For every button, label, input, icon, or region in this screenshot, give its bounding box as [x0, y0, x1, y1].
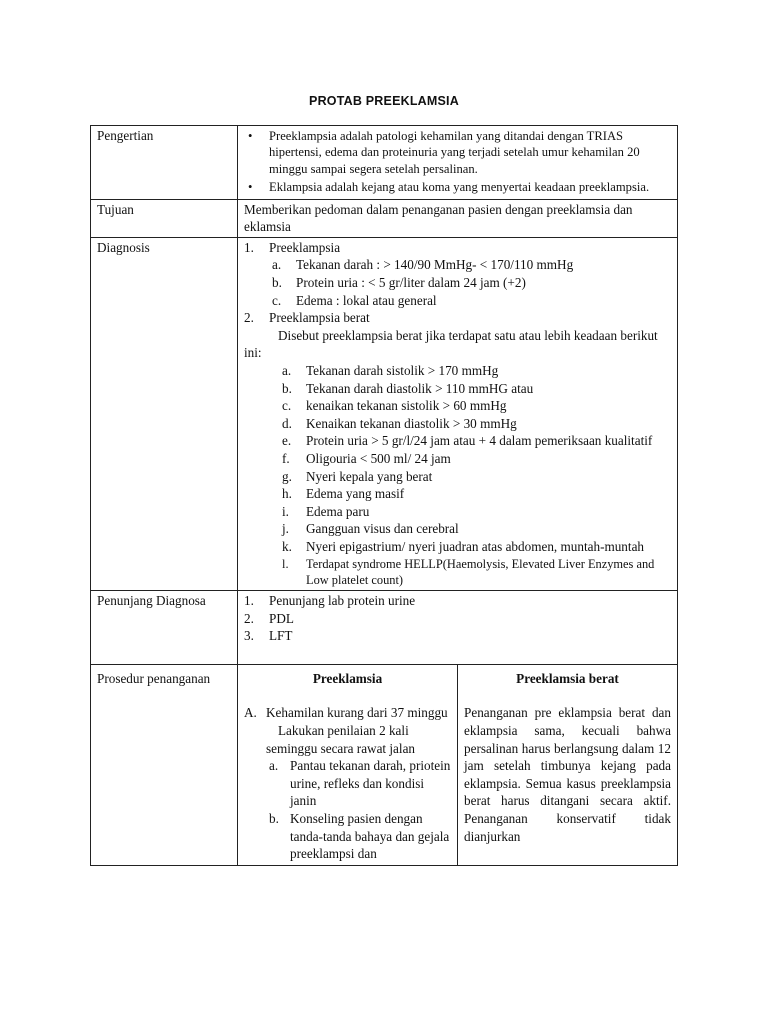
item-number: 3.	[244, 628, 254, 644]
definition-eklampsia: Eklampsia adalah kejang atau koma yang menyertai keadaan preeklampsia.	[269, 180, 650, 195]
criteria-text: Edema : lokal atau general	[296, 292, 437, 308]
row-penunjang	[91, 591, 678, 665]
diagnosis-berat-title: Preeklampsia berat	[269, 310, 370, 326]
list-item	[244, 380, 671, 398]
list-item	[244, 757, 451, 810]
criteria-text: Protein uria : < 5 gr/liter dalam 24 jam (+2)	[296, 275, 526, 290]
diagnosis-list	[244, 309, 671, 327]
column-heading-preeklamsia-berat: Preeklamsia berat	[516, 670, 619, 686]
row-content-diagnosis	[238, 237, 678, 590]
item-letter: b.	[269, 811, 279, 827]
list-item	[244, 309, 671, 327]
list-item	[244, 362, 671, 380]
item-letter: b.	[272, 275, 282, 290]
criteria-text: Edema yang masif	[306, 486, 405, 502]
criteria-text: Tekanan darah sistolik > 170 mmHg	[306, 362, 499, 378]
bullet-icon: •	[248, 129, 253, 143]
item-letter: g.	[282, 468, 292, 484]
column-preeklamsia	[238, 665, 458, 865]
bullet-icon: •	[248, 180, 253, 195]
prosedur-columns	[238, 665, 677, 865]
diagnosis-ringan-criteria	[244, 256, 671, 309]
prosedur-text: Pantau tekanan darah, priotein urine, refleks dan kondisi janin	[290, 758, 451, 809]
definition-list	[244, 128, 671, 196]
row-label-tujuan: Tujuan	[91, 199, 238, 237]
list-item	[244, 274, 671, 292]
item-letter: k.	[282, 538, 292, 554]
item-letter: a.	[269, 758, 279, 774]
item-letter: i.	[282, 503, 289, 519]
row-pengertian	[91, 126, 678, 200]
prosedur-text: Kehamilan kurang dari 37 minggu	[266, 705, 448, 721]
prosedur-columns-row	[238, 665, 677, 865]
diagnosis-ringan-title: Preeklampsia	[269, 239, 341, 255]
row-content-prosedur	[238, 664, 678, 865]
penunjang-text: Penunjang lab protein urine	[269, 593, 416, 609]
row-content-pengertian	[238, 126, 678, 200]
criteria-text: Kenaikan tekanan diastolik > 30 mmHg	[306, 415, 517, 431]
criteria-text: Terdapat syndrome HELLP(Haemolysis, Elevated Liver Enzymes and Low platelet count)	[306, 556, 655, 588]
item-letter: d.	[282, 415, 292, 431]
column-preeklamsia-berat	[458, 665, 678, 865]
diagnosis-berat-criteria	[244, 362, 671, 589]
item-letter: c.	[282, 398, 292, 414]
prosedur-paragraph: Lakukan penilaian 2 kali seminggu secara rawat jalan	[266, 723, 416, 756]
item-letter: f.	[282, 450, 290, 466]
list-item	[244, 256, 671, 274]
list-item	[244, 627, 671, 645]
protocol-table	[90, 125, 678, 866]
document-title: PROTAB PREEKLAMSIA	[309, 94, 459, 108]
item-number: 2.	[244, 310, 254, 326]
penunjang-list	[244, 592, 671, 645]
list-item	[244, 520, 671, 538]
criteria-text: Protein uria > 5 gr/l/24 jam atau + 4 dalam pemeriksaan kualitatif	[306, 433, 653, 449]
list-item	[244, 239, 671, 257]
list-item	[244, 704, 451, 722]
criteria-text: Gangguan visus dan cerebral	[306, 521, 459, 537]
diagnosis-list	[244, 239, 671, 257]
row-prosedur	[91, 664, 678, 865]
item-letter: h.	[282, 486, 292, 502]
row-content-tujuan: Memberikan pedoman dalam penanganan pasien dengan preeklamsia dan eklamsia	[238, 199, 678, 237]
row-label-penunjang: Penunjang Diagnosa	[91, 591, 238, 665]
item-letter: b.	[282, 380, 292, 396]
prosedur-berat-text: Penanganan pre eklampsia berat dan eklampsia sama, kecuali bahwa persalinan harus berlangsung dalam 12 jam setelah timbunya kejang pada eklampsia. Semua kasus preeklampsia berat harus ditangani secara aktif. Penanganan konservatif tidak dianjurkan	[464, 705, 671, 844]
item-letter: j.	[282, 521, 289, 537]
list-item	[244, 810, 451, 863]
prosedur-text: Konseling pasien dengan tanda-tanda bahaya dan gejala preeklampsi dan	[290, 811, 450, 862]
penunjang-text: LFT	[269, 628, 293, 644]
criteria-text: Nyeri kepala yang berat	[306, 468, 433, 484]
list-item	[244, 128, 671, 177]
criteria-text: Tekanan darah : > 140/90 MmHg- < 170/110 mmHg	[296, 257, 574, 273]
list-item	[244, 556, 671, 590]
list-item	[244, 415, 671, 433]
column-heading-preeklamsia: Preeklamsia	[312, 670, 383, 686]
row-label-diagnosis: Diagnosis	[91, 237, 238, 590]
criteria-text: Edema paru	[306, 503, 370, 519]
item-letter: c.	[272, 292, 282, 308]
criteria-text: Nyeri epigastrium/ nyeri juadran atas abdomen, muntah-muntah	[306, 538, 645, 554]
list-item	[244, 485, 671, 503]
item-letter: a.	[272, 257, 282, 273]
item-letter: a.	[282, 362, 292, 378]
list-item	[244, 450, 671, 468]
definition-preeklampsia: Preeklampsia adalah patologi kehamilan yang ditandai dengan TRIAS hipertensi, edema dan proteinuria yang terjadi setelah umur kehamilan 20 minggu sampai segera setelah persalinan.	[269, 129, 640, 176]
row-label-prosedur: Prosedur penanganan	[91, 664, 238, 865]
criteria-text: Oligouria < 500 ml/ 24 jam	[306, 450, 451, 466]
list-item	[244, 179, 671, 195]
row-tujuan	[91, 199, 678, 237]
list-item	[244, 610, 671, 628]
list-item	[244, 592, 671, 610]
list-item	[244, 397, 671, 415]
list-item	[244, 538, 671, 556]
list-item	[244, 432, 671, 450]
criteria-text: kenaikan tekanan sistolik > 60 mmHg	[306, 398, 507, 414]
row-content-penunjang	[238, 591, 678, 665]
criteria-text: Tekanan darah diastolik > 110 mmHG atau	[306, 380, 534, 396]
list-item	[244, 468, 671, 486]
list-item	[244, 503, 671, 521]
list-item	[244, 292, 671, 310]
prosedur-preeklamsia-list	[244, 704, 451, 722]
item-number: 1.	[244, 239, 254, 255]
row-diagnosis	[91, 237, 678, 590]
item-number: 2.	[244, 610, 254, 626]
item-letter: e.	[282, 433, 292, 449]
prosedur-sub-list	[244, 757, 451, 863]
diagnosis-berat-intro: Disebut preeklampsia berat jika terdapat satu atau lebih keadaan berikut ini:	[244, 327, 658, 361]
penunjang-text: PDL	[269, 610, 294, 626]
item-letter: l.	[282, 556, 289, 571]
row-label-pengertian: Pengertian	[91, 126, 238, 200]
item-number: 1.	[244, 593, 254, 609]
item-letter: A.	[244, 705, 257, 721]
